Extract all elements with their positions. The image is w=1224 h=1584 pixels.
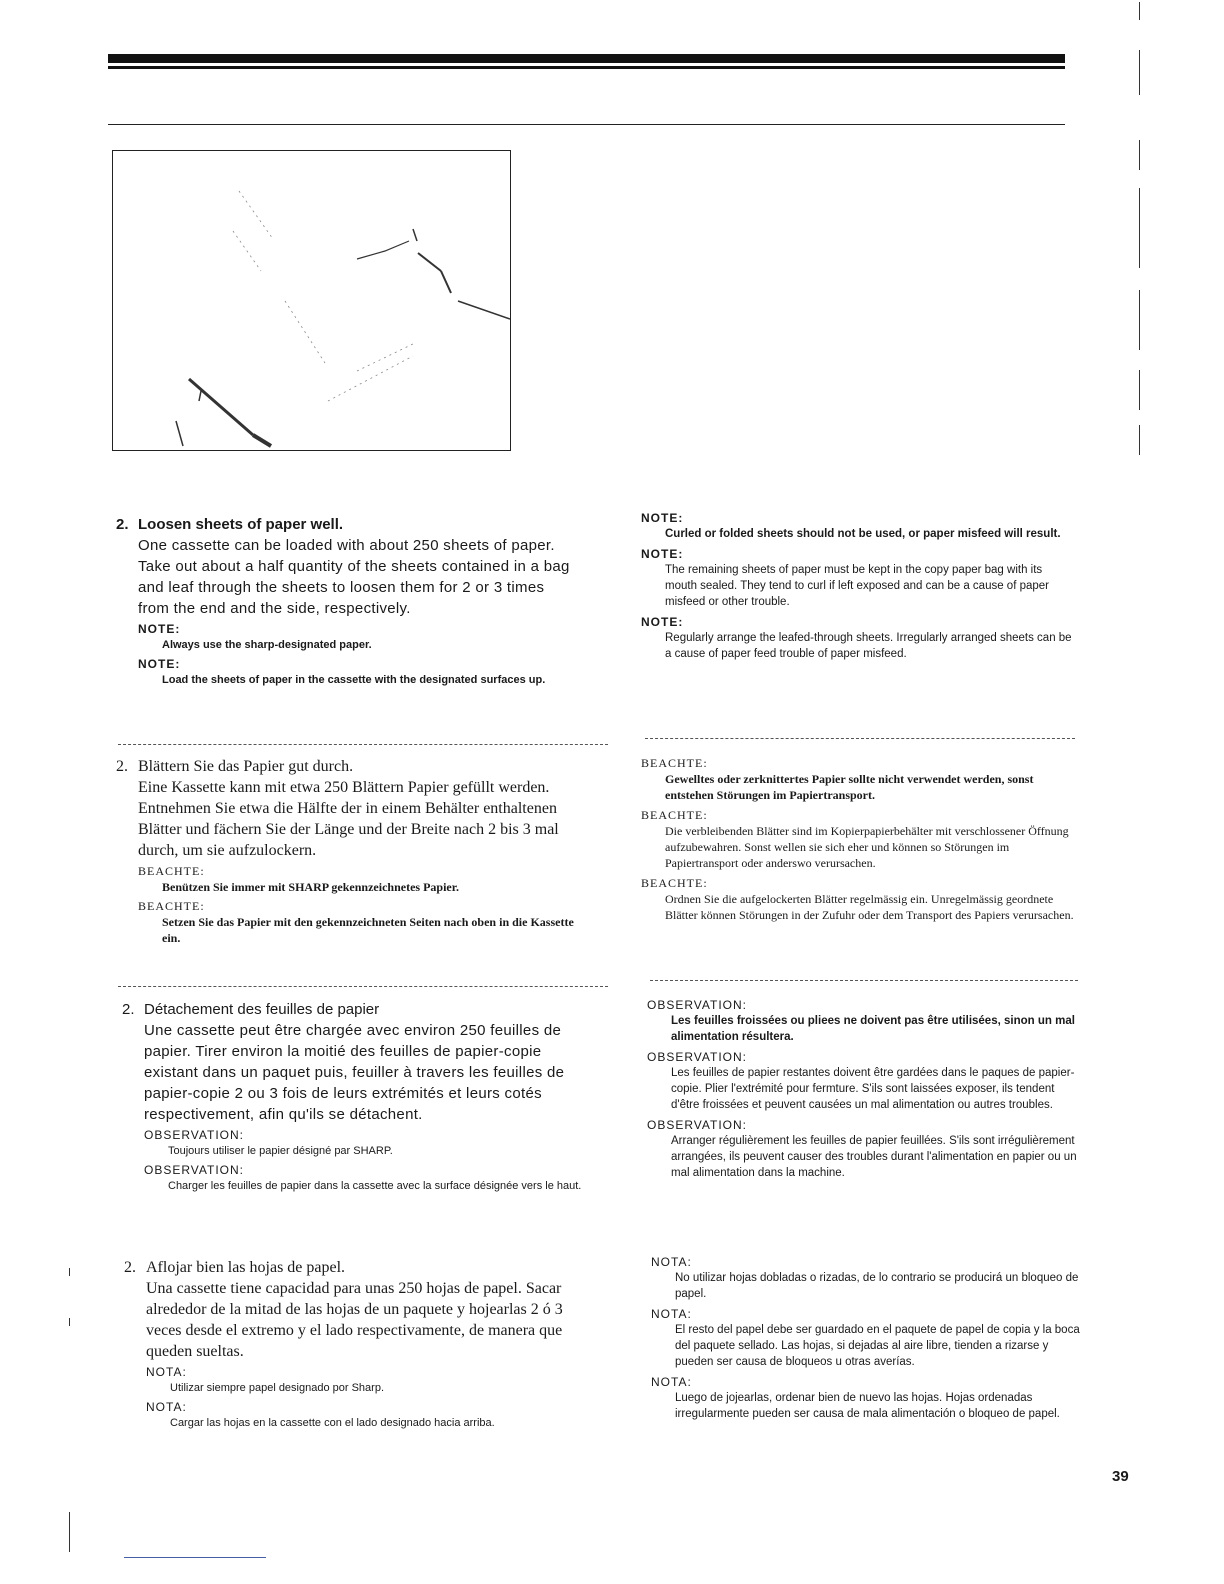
margin-mark — [69, 1318, 70, 1326]
header-rule-thick — [108, 54, 1065, 63]
note-text: Charger les feuilles de papier dans la cassette avec la surface désignée vers le haut. — [168, 1180, 582, 1192]
section-divider — [650, 980, 1078, 981]
german-section — [116, 757, 576, 949]
margin-mark — [1139, 425, 1140, 455]
step-number: 2. — [124, 1259, 136, 1276]
note-label: NOTE: — [641, 615, 684, 629]
english-notes — [641, 510, 1076, 666]
note-text: The remaining sheets of paper must be kept in the copy paper bag with its mouth sealed. They tend to curl if left exposed and can be a cause of paper misfeed or other trouble. — [665, 564, 1050, 608]
section-body: One cassette can be loaded with about 250 sheets of paper. Take out about a half quantity of the sheets contained in a bag and leaf through the sheets to loosen them for 2 or 3 times from the end and the side, respectively. — [138, 537, 570, 617]
paper-loosening-photo — [112, 150, 511, 451]
note-text: Gewelltes oder zerknittertes Papier sollte nicht verwendet werden, sonst entstehen Störungen im Papiertransport. — [665, 772, 1034, 802]
note-label: NOTE: — [641, 511, 684, 525]
note-text: Setzen Sie das Papier mit den gekennzeichneten Seiten nach oben in die Kassette ein. — [162, 915, 574, 945]
margin-mark — [1139, 2, 1140, 20]
section-heading: Aflojar bien las hojas de papel. — [146, 1259, 346, 1276]
note-label: NOTA: — [651, 1375, 692, 1389]
step-number: 2. — [122, 1001, 135, 1018]
note-label: BEACHTE: — [138, 864, 205, 878]
note-label: OBSERVATION: — [647, 1118, 748, 1132]
note-label: NOTA: — [651, 1307, 692, 1321]
margin-mark — [1139, 370, 1140, 410]
note-text: Regularly arrange the leafed-through sheets. Irregularly arranged sheets can be a cause of paper feed trouble of paper misfeed. — [665, 632, 1072, 660]
section-body: Une cassette peut être chargée avec environ 250 feuilles de papier. Tirer environ la moitié des feuilles de papier-copie existant dans un paquet puis, feuiller à travers les feuilles de papier-copie 2 ou 3 fois de leurs extrémités et leurs cotés respectivement, afin qu'ils se détachent. — [144, 1022, 565, 1123]
note-label: NOTA: — [146, 1365, 187, 1379]
note-text: Curled or folded sheets should not be used, or paper misfeed will result. — [665, 528, 1061, 540]
note-label: NOTE: — [138, 657, 181, 671]
margin-mark — [69, 1268, 70, 1276]
note-label: BEACHTE: — [138, 899, 205, 913]
margin-mark — [1139, 140, 1140, 170]
note-label: BEACHTE: — [641, 808, 708, 822]
section-divider — [118, 744, 608, 745]
section-body: Una cassette tiene capacidad para unas 250 hojas de papel. Sacar alrededor de la mitad de las hojas de un paquete y hojearlas 2 ó 3 veces desde el extremo y el lado respectivamente, de manera que queden sueltas. — [146, 1280, 563, 1360]
section-heading: Blättern Sie das Papier gut durch. — [138, 758, 354, 775]
note-text: Arranger régulièrement les feuilles de papier feuillées. S'ils sont irrégulièrement arrangées, ils peuvent causer des troubles durant l'alimentation en papier ou un mal alimentation dans la machine. — [671, 1135, 1077, 1179]
note-text: Ordnen Sie die aufgelockerten Blätter regelmässig ein. Unregelmässig geordnete Blätter können Störungen in der Zufuhr oder dem Transport des Papiers verursachen. — [665, 892, 1074, 922]
french-notes — [647, 997, 1082, 1185]
note-text: No utilizar hojas dobladas o rizadas, de lo contrario se producirá un bloqueo de papel. — [675, 1272, 1079, 1300]
note-text: Die verbleibenden Blätter sind im Kopierpapierbehälter mit verschlossener Öffnung aufzubewahren. Sonst wellen sie sich eher und können so Störungen im Papiertransport oder anderswo verursachen. — [665, 824, 1069, 870]
french-section — [122, 1000, 582, 1197]
section-heading: Loosen sheets of paper well. — [138, 516, 344, 533]
header-rule-thick-secondary — [108, 66, 1065, 69]
margin-mark — [1139, 50, 1140, 95]
margin-mark — [1139, 290, 1140, 350]
note-label: OBSERVATION: — [647, 998, 748, 1012]
note-text: Les feuilles de papier restantes doivent être gardées dans le paques de papier-copie. Plier l'extrémité pour fermture. S'ils sont laissées exposer, ils tendent d'être froissées et peuvent causées un mal alimentation ou autres troubles. — [671, 1067, 1075, 1111]
note-label: OBSERVATION: — [144, 1128, 245, 1142]
note-label: NOTA: — [146, 1400, 187, 1414]
section-divider — [645, 738, 1075, 739]
section-divider — [118, 986, 608, 987]
note-text: Benützen Sie immer mit SHARP gekennzeichnetes Papier. — [162, 880, 459, 894]
note-label: NOTA: — [651, 1255, 692, 1269]
margin-mark — [69, 1512, 70, 1552]
note-text: El resto del papel debe ser guardado en el paquete de papel de copia y la boca del paquete sellado. Las hojas, si dejadas al aire libre, tienden a rizarse y pueden ser causa de bloqueos u otras averías. — [675, 1324, 1080, 1368]
note-text: Load the sheets of paper in the cassette with the designated surfaces up. — [162, 674, 546, 686]
note-label: NOTE: — [138, 622, 181, 636]
spanish-notes — [651, 1254, 1086, 1426]
section-heading: Détachement des feuilles de papier — [144, 1001, 380, 1018]
margin-mark — [1139, 188, 1140, 268]
note-label: BEACHTE: — [641, 756, 708, 770]
note-text: Luego de jojearlas, ordenar bien de nuevo las hojas. Hojas ordenadas irregularmente pueden ser causa de mala alimentación o bloqueo de papel. — [675, 1392, 1060, 1420]
step-number: 2. — [116, 516, 129, 533]
note-label: OBSERVATION: — [144, 1163, 245, 1177]
note-text: Cargar las hojas en la cassette con el lado designado hacia arriba. — [170, 1417, 495, 1429]
german-notes — [641, 755, 1076, 927]
note-label: BEACHTE: — [641, 876, 708, 890]
spanish-section — [124, 1258, 584, 1434]
header-rule-thin — [108, 124, 1065, 125]
section-body: Eine Kassette kann mit etwa 250 Blättern Papier gefüllt werden. Entnehmen Sie etwa die Hälfte der in einem Behälter enthaltenen Blätter und fächern Sie der Länge und der Breite nach 2 bis 3 mal durch, um sie aufzulockern. — [138, 779, 559, 859]
note-text: Les feuilles froissées ou pliees ne doivent pas être utilisées, sinon un mal alimentation résultera. — [671, 1015, 1075, 1043]
note-label: OBSERVATION: — [647, 1050, 748, 1064]
photo-illustration — [113, 151, 510, 450]
note-text: Utilizar siempre papel designado por Sharp. — [170, 1382, 385, 1394]
note-label: NOTE: — [641, 547, 684, 561]
english-section — [116, 515, 576, 691]
page-number: 39 — [1112, 1468, 1129, 1485]
note-text: Toujours utiliser le papier désigné par SHARP. — [168, 1145, 393, 1157]
step-number: 2. — [116, 758, 128, 775]
footer-line — [124, 1557, 266, 1558]
note-text: Always use the sharp-designated paper. — [162, 639, 372, 651]
